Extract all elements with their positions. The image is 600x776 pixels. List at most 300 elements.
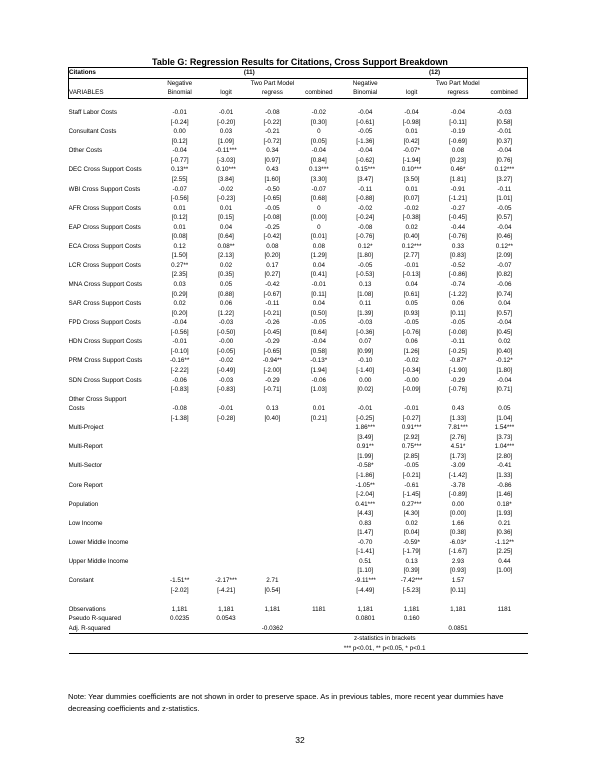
z-stat-row (69, 118, 528, 128)
coefficient-cell: 0.13*** (309, 166, 329, 174)
stat-cell: 1,181 (450, 605, 466, 613)
z-stat-cell: [0.15] (218, 214, 234, 222)
stat-cell (435, 614, 481, 624)
z-stat-cell: [2.09] (496, 252, 513, 260)
z-stat-cell (296, 433, 342, 443)
coefficient-cell: 0 (317, 128, 321, 136)
stat-cell: 1,181 (357, 605, 374, 613)
z-stat-cell (481, 586, 527, 596)
z-stat-cell (296, 452, 342, 462)
coefficient-cell: -0.41 (497, 462, 512, 470)
variables-header: VARIABLES (69, 88, 157, 98)
coefficient-cell: 0.15*** (355, 166, 376, 174)
coefficient-row (69, 538, 528, 548)
variable-label: WBI Cross Support Costs (68, 185, 141, 193)
coefficient-cell: -0.29 (265, 338, 280, 346)
z-stat-cell: [0.20] (264, 252, 281, 260)
coefficient-cell: -0.02 (404, 357, 419, 365)
z-stat-cell: [3.84] (218, 176, 234, 184)
coefficient-cell: 0.13 (405, 557, 418, 565)
z-stat-cell: [0.84] (310, 156, 327, 164)
negative-header-12: Negative (342, 78, 388, 88)
coefficient-cell: -0.01 (172, 109, 187, 117)
coefficient-cell: 0.34 (266, 147, 279, 155)
z-stat-cell: [0.36] (496, 529, 513, 537)
variable-label: Other Cross Support (68, 395, 127, 403)
z-stat-cell: [0.42] (403, 137, 420, 145)
coefficient-cell: -0.06 (497, 281, 512, 289)
coefficient-cell: 1.86*** (355, 424, 376, 432)
footnote-row (69, 634, 528, 644)
z-stat-cell (157, 566, 203, 576)
stat-cell (296, 624, 342, 634)
coefficient-cell (481, 576, 527, 586)
z-stat-cell: [1.26] (403, 347, 420, 355)
z-stat-cell: [0.61] (403, 290, 420, 298)
z-stat-cell: [1.33] (496, 471, 513, 479)
coefficient-cell: 0.13 (359, 281, 372, 289)
coefficient-cell: 0.02 (219, 261, 233, 269)
stat-cell: 1,181 (264, 605, 281, 613)
empty-label (69, 213, 157, 223)
coefficient-cell: 0.00 (173, 128, 186, 136)
variable-label: Multi-Report (68, 443, 103, 451)
z-stat-cell: [-0.83] (170, 386, 189, 394)
z-stat-cell: [-0.08] (449, 328, 467, 336)
z-stat-cell: [1.73] (450, 452, 466, 460)
empty-label (69, 251, 157, 261)
coefficient-cell: 0.12 (173, 242, 186, 250)
stat-cell: 0.0801 (355, 615, 375, 623)
z-stat-cell: [-0.10] (170, 347, 189, 355)
z-stat-cell (249, 490, 295, 500)
coefficient-cell (249, 500, 295, 510)
z-stat-cell: [-0.77] (170, 156, 189, 164)
coefficient-cell (157, 557, 203, 567)
z-stat-row (69, 566, 528, 576)
z-stat-cell (157, 452, 203, 462)
variable-label: Core Report (68, 481, 103, 489)
z-stat-cell: [-0.71] (263, 386, 282, 394)
coefficient-row (69, 318, 528, 328)
coefficient-cell: 0.03 (173, 281, 186, 289)
variable-label: SAR Cross Support Costs (68, 300, 142, 308)
coefficient-cell: 0.08 (451, 147, 465, 155)
z-stat-cell: [0.00] (310, 214, 327, 222)
coefficient-cell: -9.11*** (354, 576, 376, 584)
coefficient-cell: 0.27** (171, 261, 189, 269)
combined-header: combined (296, 88, 342, 98)
empty-label (69, 309, 157, 319)
z-stat-cell: [1.01] (496, 195, 513, 203)
coefficient-cell: -0.05 (265, 204, 280, 212)
coefficient-row (69, 519, 528, 529)
coefficient-cell (249, 519, 295, 529)
z-stat-cell (203, 471, 249, 481)
stat-cell: 1,181 (403, 605, 420, 613)
z-stat-cell (157, 471, 203, 481)
footnote-row (69, 644, 528, 654)
z-stat-cell: [1.22] (218, 309, 234, 317)
coefficient-cell: -0.58* (356, 462, 374, 470)
spacer-row (69, 595, 528, 605)
z-stat-cell: [-1.36] (356, 137, 375, 145)
empty-label (69, 509, 157, 519)
z-stat-cell: [0.39] (403, 567, 420, 575)
stat-cell: 0.0851 (435, 624, 481, 634)
coefficient-cell: -6.03* (449, 538, 467, 546)
coefficient-cell (296, 519, 342, 529)
z-stat-cell: [0.41] (310, 271, 327, 279)
coefficient-cell: -0.02 (311, 109, 327, 117)
z-stat-row (69, 251, 528, 261)
stat-cell: 1,181 (218, 605, 234, 613)
z-stat-cell: [0.74] (496, 290, 513, 298)
coefficient-cell: -3.09 (450, 462, 466, 470)
coefficient-cell: -0.01 (218, 109, 234, 117)
z-stat-cell: [0.76] (496, 156, 513, 164)
z-stat-cell: [-0.65] (263, 347, 282, 355)
z-stat-cell: [-0.09] (402, 386, 421, 394)
empty-label (69, 156, 157, 166)
z-stat-cell: [-0.76] (402, 328, 421, 336)
coefficient-row (69, 356, 528, 366)
z-stat-cell: [-0.28] (217, 414, 235, 422)
coefficient-cell (157, 538, 203, 548)
coefficient-cell: -0.12* (495, 357, 513, 365)
z-stat-cell: [2.85] (403, 452, 420, 460)
empty-label (69, 137, 157, 147)
coefficient-cell: 0.12*** (494, 166, 515, 174)
z-stat-cell: [0.23] (450, 156, 466, 164)
z-stat-cell: [-1.86] (356, 471, 375, 479)
coefficient-cell (157, 461, 203, 471)
adj-r2-row (69, 624, 528, 634)
z-stat-cell (203, 509, 249, 519)
z-stat-cell: [-0.25] (449, 347, 467, 355)
z-stat-cell: [-0.08] (263, 214, 282, 222)
z-stat-cell: [0.11] (450, 309, 466, 317)
coefficient-cell: -0.87* (449, 357, 467, 365)
coefficient-cell: -0.08 (358, 223, 373, 231)
z-stat-cell: [-0.98] (402, 118, 421, 126)
z-stat-cell: [-0.83] (217, 386, 235, 394)
z-stat-cell: [-0.67] (263, 290, 282, 298)
z-stat-row (69, 452, 528, 462)
z-stat-row (69, 347, 528, 357)
z-stat-cell (249, 433, 295, 443)
coefficient-cell: 0.04 (219, 223, 233, 231)
coefficient-cell: 0.04 (312, 261, 325, 269)
coefficient-cell (203, 423, 249, 433)
coefficient-cell: -0.05 (497, 204, 512, 212)
coefficient-row (69, 261, 528, 271)
z-stat-cell: [1.33] (450, 414, 466, 422)
z-stat-row (69, 213, 528, 223)
coefficient-cell: -0.04 (311, 147, 327, 155)
variable-label: Other Costs (68, 147, 103, 155)
coefficient-row (69, 280, 528, 290)
coefficient-cell: -0.11 (265, 300, 280, 308)
z-stat-cell: [1.81] (450, 176, 466, 184)
z-stat-cell: [3.27] (496, 176, 513, 184)
z-stat-row (69, 328, 528, 338)
coefficient-cell: -0.42 (265, 281, 280, 289)
coefficient-cell: 0.08 (312, 242, 325, 250)
coefficient-cell: -0.04 (497, 147, 512, 155)
coefficient-cell: 0.11 (359, 300, 372, 308)
page-number: 32 (295, 735, 305, 745)
empty-label (69, 232, 157, 242)
z-stat-cell: [0.20] (171, 309, 188, 317)
dep-var-label: Citations (69, 68, 157, 79)
coefficient-cell: -0.21 (265, 128, 280, 136)
coefficient-cell: -0.11*** (215, 147, 237, 155)
coefficient-cell: -0.07* (403, 147, 421, 155)
z-stat-cell (249, 547, 295, 557)
empty-label (69, 118, 157, 128)
coefficient-row (69, 242, 528, 252)
coefficient-cell: 0.12*** (401, 242, 422, 250)
z-stat-cell: [1.00] (496, 567, 513, 575)
z-stat-cell (249, 509, 295, 519)
coefficient-cell (249, 423, 295, 433)
coefficient-cell: 0.03 (219, 128, 233, 136)
coefficient-cell: 0.27*** (401, 500, 422, 508)
table-note: Note: Year dummies coefficients are not shown in order to preserve space. As in previous tables, more recent year dummies have decreasing coefficients and z-statistics. (68, 692, 504, 713)
coefficient-cell: -0.01 (172, 338, 187, 346)
spacer-row (69, 98, 528, 108)
coefficient-cell: -0.06 (311, 376, 327, 384)
coefficient-cell: 0.04 (498, 300, 511, 308)
stat-cell (481, 624, 527, 634)
variable-label: Lower Middle Income (68, 538, 129, 546)
coefficient-cell: 0.33 (451, 242, 465, 250)
coefficient-cell: 0.01 (173, 223, 186, 231)
coefficient-cell: -0.02 (218, 357, 234, 365)
binomial-header: Binomial (157, 88, 203, 98)
coefficient-cell: -0.29 (450, 376, 466, 384)
z-stat-cell (203, 452, 249, 462)
z-stat-cell: [-0.27] (402, 414, 421, 422)
coefficient-cell: -0.11 (451, 338, 465, 346)
coefficient-cell: 0.10*** (216, 166, 236, 174)
coefficient-cell: 0.01 (173, 204, 186, 212)
variable-label: Costs (68, 405, 85, 413)
z-stat-cell (203, 566, 249, 576)
coefficient-cell: -3.78 (450, 481, 466, 489)
empty-label (69, 452, 157, 462)
stat-cell: 1,181 (171, 605, 188, 613)
z-stat-row (69, 433, 528, 443)
header-row-1 (69, 68, 528, 79)
empty-label (69, 385, 157, 395)
variable-label: Population (68, 500, 99, 508)
z-stat-cell: [1.08] (357, 290, 374, 298)
z-stat-cell: [1.39] (357, 309, 374, 317)
z-stat-cell: [0.04] (403, 529, 420, 537)
z-stat-cell: [3.30] (310, 176, 327, 184)
coefficient-cell: 0.06 (451, 300, 465, 308)
coefficient-cell (249, 538, 295, 548)
coefficient-cell: -0.26 (265, 319, 280, 327)
variable-label: Multi-Sector (68, 462, 103, 470)
z-stat-cell: [-0.38] (402, 214, 421, 222)
z-stat-row (69, 471, 528, 481)
z-stat-cell (157, 528, 203, 538)
coefficient-cell (296, 576, 342, 586)
coefficient-cell (203, 519, 249, 529)
empty-label (69, 328, 157, 338)
model-11-header: (11) (157, 68, 343, 79)
coefficient-cell (203, 557, 249, 567)
coefficient-cell: 0.02 (405, 519, 418, 527)
z-stat-cell (203, 433, 249, 443)
z-stat-cell: [2.25] (496, 548, 513, 556)
combined-header: combined (481, 88, 527, 98)
coefficient-cell: -0.05 (358, 261, 373, 269)
z-stat-cell: [-0.69] (449, 137, 467, 145)
stat-cell (342, 624, 388, 634)
coefficient-cell: -7.42*** (400, 576, 423, 584)
coefficient-row (69, 223, 528, 233)
z-stat-row (69, 366, 528, 376)
coefficient-cell: 7.81*** (448, 424, 468, 432)
two-part-header-11: Two Part Model (203, 78, 342, 88)
z-stat-cell: [0.88] (218, 290, 234, 298)
coefficient-cell: -0.04 (358, 109, 373, 117)
z-stat-cell (157, 547, 203, 557)
coefficient-cell: -0.29 (265, 376, 280, 384)
coefficient-cell (296, 423, 342, 433)
coefficient-cell: -0.03 (497, 109, 512, 117)
z-stat-cell: [1.99] (357, 452, 374, 460)
coefficient-cell: 0.00 (359, 376, 372, 384)
z-stat-cell: [0.71] (496, 386, 513, 394)
z-stat-cell: [0.29] (171, 290, 188, 298)
z-stat-cell: [0.21] (310, 414, 327, 422)
coefficient-cell (157, 519, 203, 529)
z-stat-cell: [0.30] (310, 118, 327, 126)
coefficient-cell: 2.93 (451, 557, 465, 565)
z-stat-cell: [0.07] (403, 195, 420, 203)
empty-label (69, 566, 157, 576)
coefficient-cell: 0.41*** (355, 500, 376, 508)
z-stat-cell: [-1.45] (402, 491, 421, 499)
z-stat-cell: [-0.86] (449, 271, 467, 279)
coefficient-row (69, 557, 528, 567)
z-stat-cell: [1.10] (357, 567, 374, 575)
coefficient-cell: 0.00 (451, 500, 465, 508)
coefficient-cell: -0.19 (450, 128, 466, 136)
z-stat-cell: [1.09] (218, 137, 234, 145)
empty-label (69, 586, 157, 596)
significance-footnote: *** p<0.01, ** p<0.05, * p<0.1 (69, 644, 528, 654)
z-stat-cell (203, 528, 249, 538)
coefficient-cell: 0.83 (359, 519, 372, 527)
variable-label: MNA Cross Support Costs (68, 281, 142, 289)
z-stat-cell: [2.92] (403, 433, 420, 441)
z-stat-cell: [-0.25] (356, 414, 375, 422)
z-stat-cell: [-0.61] (356, 118, 375, 126)
z-stat-cell: [-0.49] (217, 366, 235, 374)
coefficient-cell: -0.91 (450, 185, 466, 193)
coefficient-row (69, 204, 528, 214)
coefficient-cell: 0.17 (266, 261, 279, 269)
z-stat-cell: [-2.22] (170, 366, 189, 374)
z-stat-cell (249, 452, 295, 462)
z-stat-cell (157, 433, 203, 443)
z-stat-cell: [-1.79] (402, 548, 421, 556)
z-stat-cell: [4.30] (403, 510, 420, 518)
coefficient-cell (157, 500, 203, 510)
z-stat-cell: [-0.21] (402, 471, 421, 479)
z-stat-row (69, 414, 528, 424)
z-stat-cell: [-0.21] (263, 309, 282, 317)
row-label: Observations (68, 605, 106, 613)
z-stat-cell: [0.00] (450, 510, 466, 518)
coefficient-cell: 0.91** (356, 443, 374, 451)
coefficient-cell: -0.27 (450, 204, 466, 212)
coefficient-cell (249, 442, 295, 452)
coefficient-cell (203, 500, 249, 510)
coefficient-row (69, 576, 528, 586)
z-stat-cell: [-0.88] (356, 195, 375, 203)
z-stat-row (69, 232, 528, 242)
z-stat-cell: [0.68] (310, 195, 327, 203)
coefficient-cell: 0.75*** (401, 443, 422, 451)
coefficient-row (69, 337, 528, 347)
coefficient-cell: -1.12** (494, 538, 514, 546)
z-stat-cell: [-0.53] (356, 271, 375, 279)
stat-cell (249, 614, 295, 624)
coefficient-cell: 0.91*** (401, 424, 422, 432)
z-stat-cell (203, 490, 249, 500)
z-stat-cell: [1.93] (496, 510, 513, 518)
z-stat-cell: [0.02] (357, 386, 374, 394)
z-stat-cell: [-0.24] (356, 214, 375, 222)
coefficient-row (69, 108, 528, 118)
stat-cell (481, 614, 527, 624)
z-stat-cell: [-1.67] (449, 548, 467, 556)
z-stat-cell: [0.05] (310, 137, 327, 145)
z-stat-cell: [-2.02] (170, 586, 189, 594)
coefficient-cell: 0.08** (217, 242, 235, 250)
coefficient-cell: -0.01 (218, 405, 234, 413)
coefficient-cell: 0.43 (266, 166, 279, 174)
z-stat-cell: [2.80] (496, 452, 513, 460)
coefficient-cell: 0.43 (451, 405, 465, 413)
coefficient-cell: -0.04 (358, 147, 373, 155)
coefficient-cell: -0.04 (172, 147, 187, 155)
coefficient-cell: -0.04 (497, 376, 512, 384)
coefficient-cell: -0.04 (450, 109, 466, 117)
coefficient-cell: 0.02 (405, 223, 418, 231)
z-stat-cell: [-0.45] (263, 328, 282, 336)
coefficient-cell: -0.70 (358, 538, 373, 546)
z-stat-cell (296, 586, 342, 596)
coefficient-cell: 0.04 (405, 281, 418, 289)
variable-label: PRM Cross Support Costs (68, 357, 143, 365)
z-stat-cell: [0.99] (357, 347, 374, 355)
z-stat-cell (249, 528, 295, 538)
header-row-3 (69, 88, 528, 98)
z-stat-cell (249, 566, 295, 576)
z-stat-cell: [-0.11] (449, 118, 467, 126)
two-part-header-12: Two Part Model (388, 78, 527, 88)
variable-label: Upper Middle Income (68, 557, 129, 565)
coefficient-row (69, 442, 528, 452)
